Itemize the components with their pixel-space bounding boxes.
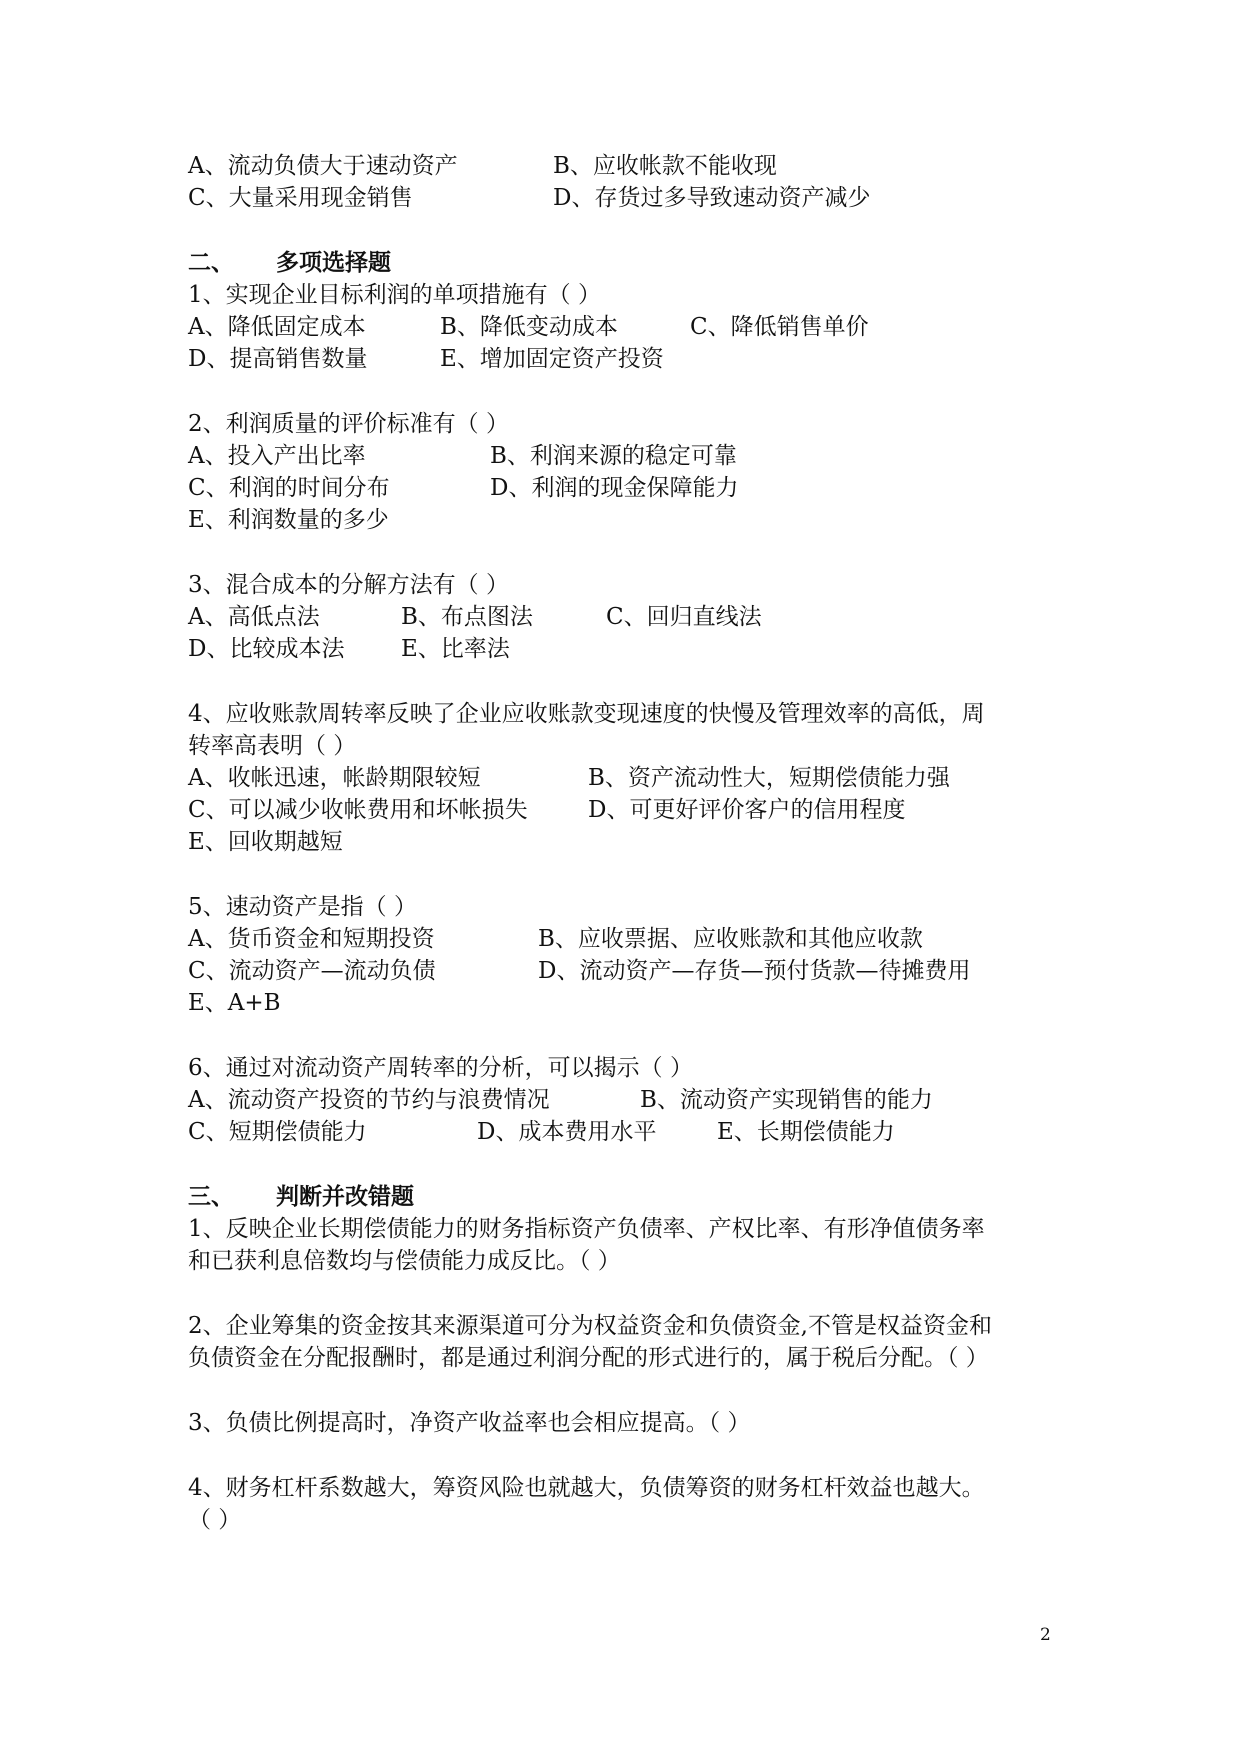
option-e: E、长期偿债能力 [717, 1119, 895, 1145]
option-d: D、比较成本法 [188, 636, 345, 662]
judgment-question: 3、负债比例提高时，净资产收益率也会相应提高。（ ） [188, 1410, 751, 1436]
option-b: B、流动资产实现销售的能力 [640, 1087, 933, 1113]
option-a: A、货币资金和短期投资 [188, 926, 435, 952]
option-c: C、可以减少收帐费用和坏帐损失 [188, 797, 528, 823]
option-b: B、布点图法 [401, 604, 533, 630]
option-d: D、可更好评价客户的信用程度 [588, 797, 906, 823]
option-c: C、降低销售单价 [690, 314, 869, 340]
option-a: A、流动负债大于速动资产 [188, 153, 458, 179]
question-stem: 3、混合成本的分解方法有（ ） [188, 572, 509, 598]
section-heading [188, 1181, 414, 1213]
option-b: B、资产流动性大，短期偿债能力强 [588, 765, 950, 791]
option-e: E、回收期越短 [188, 829, 343, 855]
option-d: D、成本费用水平 [477, 1119, 657, 1145]
section-number: 三、 [188, 1183, 234, 1210]
option-a: A、流动资产投资的节约与浪费情况 [188, 1087, 550, 1113]
option-b: B、应收帐款不能收现 [553, 153, 777, 179]
option-d: D、利润的现金保障能力 [490, 475, 739, 501]
option-a: A、收帐迅速，帐龄期限较短 [188, 765, 481, 791]
option-d: D、流动资产—存货—预付货款—待摊费用 [538, 958, 971, 984]
question-stem-continued: 转率高表明（ ） [188, 733, 357, 759]
option-e: E、A+B [188, 990, 281, 1016]
section-number: 二、 [188, 249, 234, 276]
option-c: C、短期偿债能力 [188, 1119, 367, 1145]
judgment-question-continued: 负债资金在分配报酬时，都是通过利润分配的形式进行的，属于税后分配。（ ） [188, 1345, 989, 1371]
section-title: 判断并改错题 [276, 1183, 414, 1210]
option-b: B、应收票据、应收账款和其他应收款 [538, 926, 923, 952]
option-d: D、提高销售数量 [188, 346, 368, 372]
judgment-question-continued: （ ） [188, 1507, 242, 1533]
option-e: E、增加固定资产投资 [440, 346, 664, 372]
question-stem: 4、应收账款周转率反映了企业应收账款变现速度的快慢及管理效率的高低，周 [188, 701, 985, 727]
section-heading [188, 247, 391, 279]
judgment-question-continued: 和已获利息倍数均与偿债能力成反比。（ ） [188, 1248, 621, 1274]
option-a: A、高低点法 [188, 604, 320, 630]
option-c: C、大量采用现金销售 [188, 185, 413, 211]
option-c: C、回归直线法 [606, 604, 762, 630]
option-d: D、存货过多导致速动资产减少 [553, 185, 871, 211]
option-b: B、利润来源的稳定可靠 [490, 443, 737, 469]
judgment-question: 2、企业筹集的资金按其来源渠道可分为权益资金和负债资金,不管是权益资金和 [188, 1313, 992, 1339]
page-number: 2 [1040, 1625, 1051, 1645]
option-a: A、投入产出比率 [188, 443, 366, 469]
option-b: B、降低变动成本 [440, 314, 618, 340]
judgment-question: 1、反映企业长期偿债能力的财务指标资产负债率、产权比率、有形净值债务率 [188, 1216, 985, 1242]
question-stem: 1、实现企业目标利润的单项措施有（ ） [188, 282, 601, 308]
question-stem: 5、速动资产是指（ ） [188, 894, 417, 920]
question-stem: 2、利润质量的评价标准有（ ） [188, 411, 509, 437]
section-title: 多项选择题 [276, 249, 391, 276]
option-a: A、降低固定成本 [188, 314, 366, 340]
judgment-question: 4、财务杠杆系数越大，筹资风险也就越大，负债筹资的财务杠杆效益也越大。 [188, 1475, 985, 1501]
option-e: E、利润数量的多少 [188, 507, 389, 533]
option-c: C、流动资产—流动负债 [188, 958, 436, 984]
option-c: C、利润的时间分布 [188, 475, 390, 501]
option-e: E、比率法 [401, 636, 510, 662]
question-stem: 6、通过对流动资产周转率的分析，可以揭示（ ） [188, 1055, 693, 1081]
